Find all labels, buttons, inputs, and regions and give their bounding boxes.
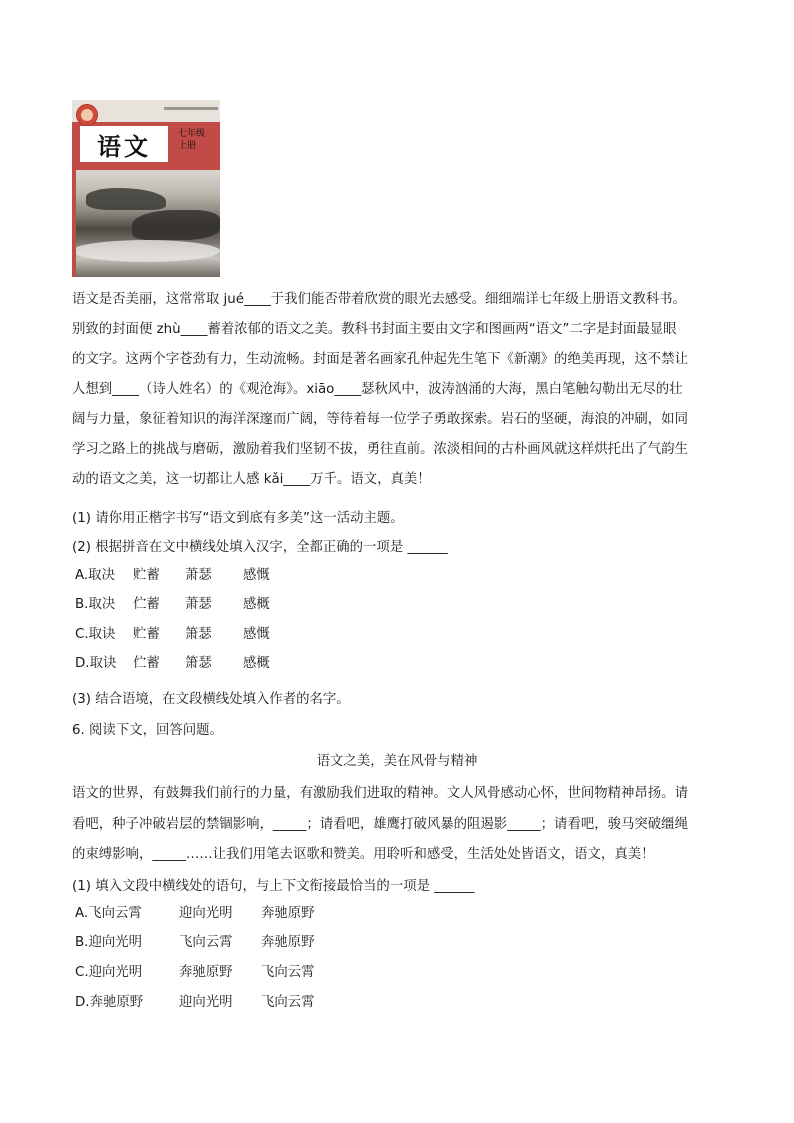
option-word: 伫蓄 [133,597,160,612]
cover-title: 语文 [80,126,168,162]
question-3: (3) 结合语境，在文段横线处填入作者的名字。 [72,692,350,707]
passage2-line: 看吧，种子冲破岩层的禁锢影响，_____；请看吧，雄鹰打破风暴的阻遏影_____；请看吧，骏马突破缰绳 [72,817,688,832]
cover-grade [178,128,205,152]
cover-wave [72,240,220,262]
q2-option-c [75,625,270,645]
option-phrase: B.迎向光明 [75,935,143,950]
question-6: 6. 阅读下文，回答问题。 [72,723,223,738]
option-phrase: C.迎向光明 [75,965,143,980]
option-phrase: D.奔驰原野 [75,995,144,1010]
passage1-line: 学习之路上的挑战与磨砺，激励着我们坚韧不拔，勇往直前。浓淡相间的古朴画风就这样烘托出了气韵生 [72,442,688,457]
passage1-line: 语文是否美丽，这常常取 jué____于我们能否带着欣赏的眼光去感受。细细端详七年级上册语文教科书。 [72,292,686,307]
question-6-1: (1) 填入文段中横线处的语句，与上下文衔接最恰当的一项是 ______ [72,879,475,894]
option-word: 萧瑟 [185,597,212,612]
passage2-line: 的束缚影响，_____……让我们用笔去讴歌和赞美。用聆听和感受，生活处处皆语文，语文，真美！ [72,847,655,862]
option-phrase: 奔驰原野 [261,906,315,921]
cover-grade-text: 七年级 [178,129,206,139]
option-word: 箫瑟 [185,656,212,671]
option-word: A.取决 [75,568,115,583]
option-phrase: 迎向光明 [179,995,233,1010]
passage2-title: 语文之美，美在风骨与精神 [316,754,478,769]
cover-rock [132,210,220,240]
question-2: (2) 根据拼音在文中横线处填入汉字，全都正确的一项是 ______ [72,540,448,555]
passage1-line: 别致的封面便 zhù____蓄着浓郁的语文之美。教科书封面主要由文字和图画两“语文”二字是封面最显眼 [72,322,677,337]
option-word: C.取诀 [75,627,116,642]
option-phrase: 飞向云霄 [261,965,315,980]
option-phrase: A.飞向云霄 [75,906,142,921]
option-phrase: 飞向云霄 [179,935,233,950]
publisher-line [164,107,218,110]
option-word: 贮蓄 [133,568,160,583]
passage1-line: 阔与力量，象征着知识的海洋深邃而广阔，等待着每一位学子勇敢探索。岩石的坚硬，海浪的冲刷，如同 [72,412,688,427]
passage1-line: 人想到____（诗人姓名）的《观沧海》。xiāo____瑟秋风中，波涛汹涌的大海，黑白笔触勾勒出无尽的壮 [72,382,683,397]
option-word: 感概 [243,597,270,612]
question-1: (1) 请你用正楷字书写“语文到底有多美”这一活动主题。 [72,511,404,526]
option-word: B.取决 [75,597,116,612]
option-word: D.取诀 [75,656,117,671]
option-word: 感概 [243,656,270,671]
passage2-line: 语文的世界，有鼓舞我们前行的力量，有激励我们进取的精神。文人风骨感动心怀，世间物精神昂扬。请 [72,786,688,801]
option-phrase: 迎向光明 [179,906,233,921]
passage1-line: 动的语文之美，这一切都让人感 kǎi____万千。语文，真美！ [72,472,431,487]
q6-1-option-a [75,904,315,924]
option-word: 感慨 [243,568,270,583]
option-word: 贮蓄 [133,627,160,642]
publisher-emblem-icon [76,104,98,126]
q6-1-option-d [75,993,315,1013]
textbook-cover-image [72,100,220,277]
option-word: 感慨 [243,627,270,642]
q6-1-option-b [75,933,315,953]
q2-option-b [75,595,270,615]
q6-1-option-c [75,963,315,983]
passage1-line: 的文字。这两个字苍劲有力，生动流畅。封面是著名画家孔仲起先生笔下《新潮》的绝美再现，这不禁让 [72,352,688,367]
option-phrase: 飞向云霄 [261,995,315,1010]
option-word: 箫瑟 [185,627,212,642]
q2-option-a [75,566,270,586]
cover-volume-text: 上册 [178,141,197,151]
option-word: 萧瑟 [185,568,212,583]
cover-side-stripe [72,170,76,277]
option-phrase: 奔驰原野 [261,935,315,950]
q2-option-d [75,654,270,674]
option-phrase: 奔驰原野 [179,965,233,980]
option-word: 伫蓄 [133,656,160,671]
